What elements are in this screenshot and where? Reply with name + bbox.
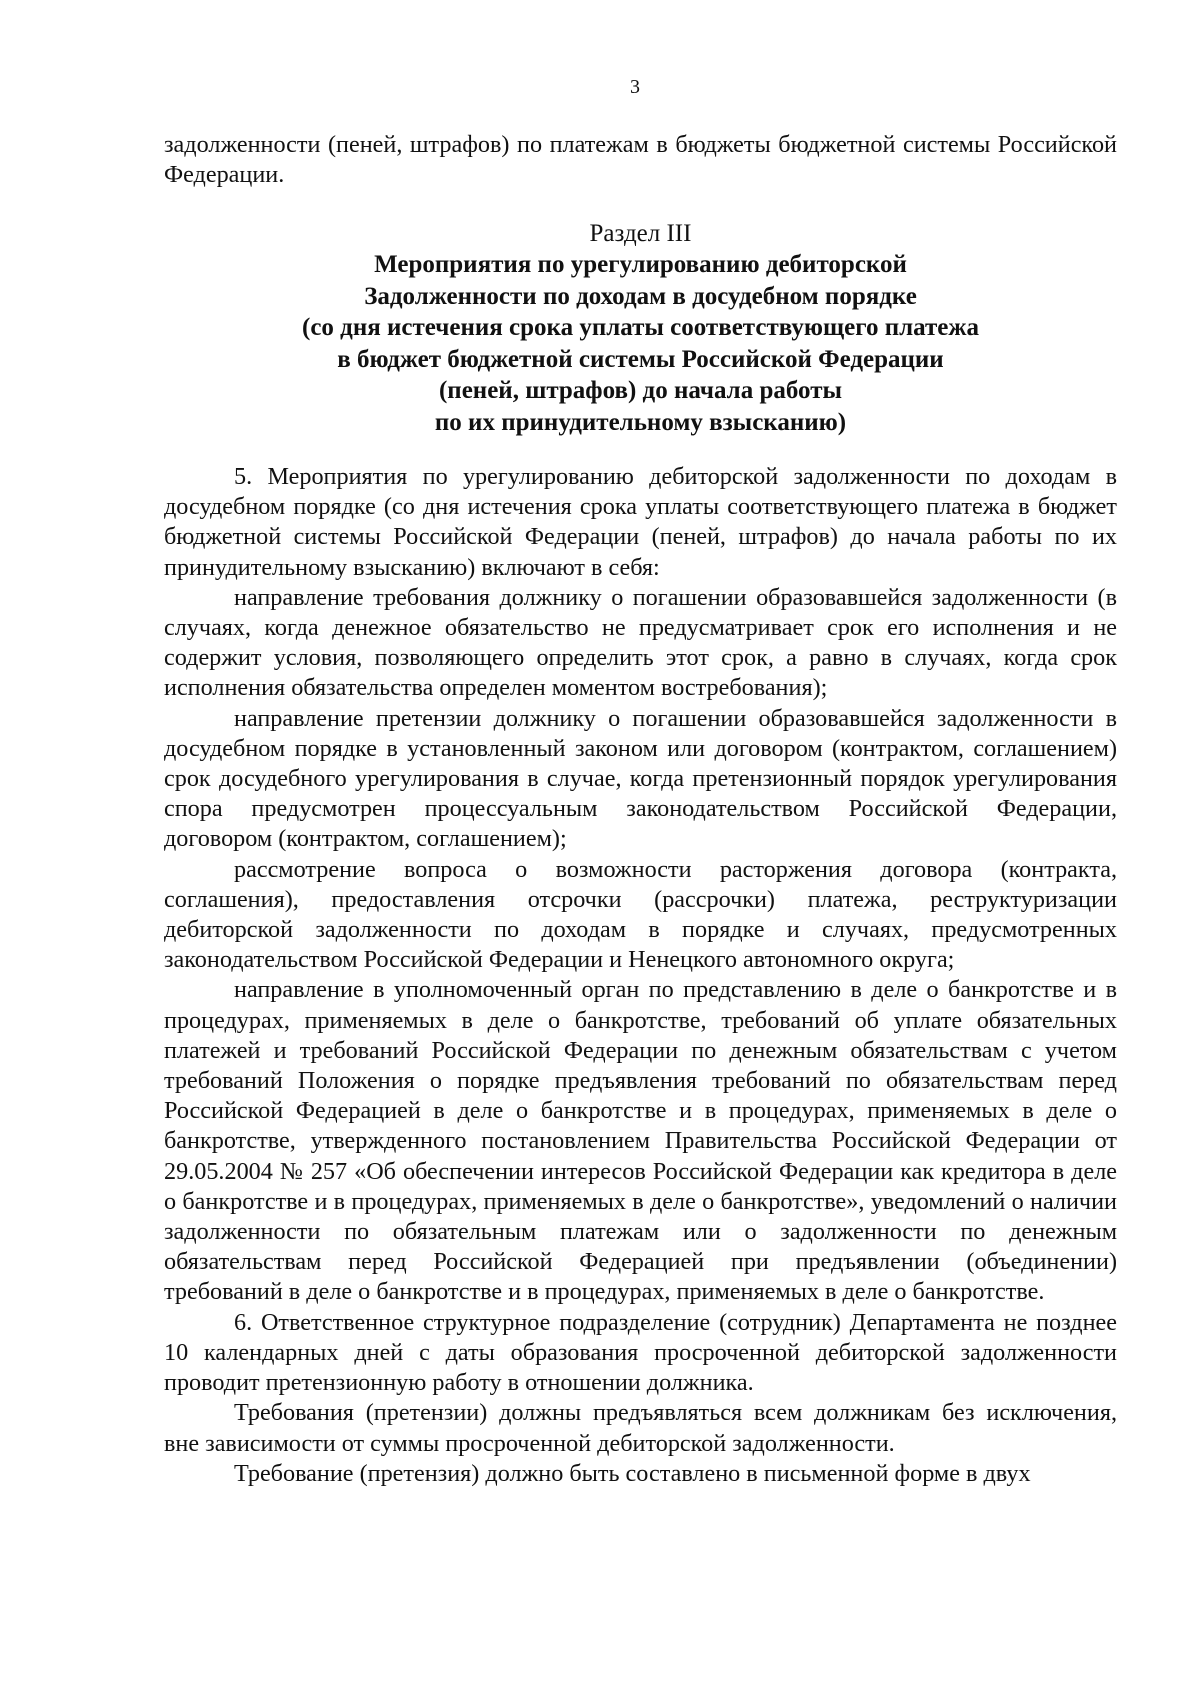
paragraph-termination: рассмотрение вопроса о возможности расторжения договора (контракта, соглашения), предоставления отсрочки (рассрочки) платежа, реструктуризации дебиторской задолженности по доходам в порядке и случаях, предусмотренных законодательством Российской Федерации и Ненецкого автономного округа; — [164, 855, 1117, 974]
section-title-line: по их принудительному взысканию) — [434, 408, 847, 436]
paragraph-claim: направление претензии должнику о погашении образовавшейся задолженности в досудебном порядке в установленный законом или договором (контрактом, соглашением) срок досудебного урегулирования в случае, когда претензионный порядок урегулирования спора предусмотрен процессуальным законодательством Российской Федерации, договором (контрактом, соглашением); — [164, 704, 1117, 853]
section-heading — [164, 218, 1117, 438]
paragraph-written-form: Требование (претензия) должно быть составлено в письменной форме в двух — [234, 1459, 1031, 1487]
section-title-line: Задолженности по доходам в досудебном порядке — [364, 282, 917, 310]
section-label: Раздел III — [589, 220, 692, 247]
paragraph-demands-all: Требования (претензии) должны предъявляться всем должникам без исключения, вне зависимости от суммы просроченной дебиторской задолженности. — [164, 1399, 1117, 1457]
section-title-line: (пеней, штрафов) до начала работы — [438, 377, 842, 404]
page-number: 3 — [630, 76, 640, 98]
section-title-line: Мероприятия по урегулированию дебиторской — [374, 251, 907, 278]
paragraph-5: 5. Мероприятия по урегулированию дебиторской задолженности по доходам в досудебном порядке (со дня истечения срока уплаты соответствующего платежа в бюджет бюджетной системы Российской Федерации (пеней, штрафов) до начала работы по их принудительному взысканию) включают в себя: — [164, 463, 1117, 581]
continuation-text — [164, 130, 1117, 190]
paragraph-6: 6. Ответственное структурное подразделение (сотрудник) Департамента не позднее 10 календарных дней с даты образования просроченной дебиторской задолженности проводит претензионную работу в отношении должника. — [164, 1308, 1117, 1397]
section-title-line: (со дня истечения срока уплаты соответствующего платежа — [302, 314, 979, 341]
section-title-line: в бюджет бюджетной системы Российской Федерации — [337, 345, 944, 373]
section-title — [164, 249, 1117, 438]
paragraph-demand: направление требования должнику о погашении образовавшейся задолженности (в случаях, когда денежное обязательство не предусматривает срок его исполнения и не содержит условия, позволяющего определить этот срок, а равно в случаях, когда срок исполнения обязательства определен моментом востребования); — [164, 583, 1117, 702]
main-text — [164, 462, 1117, 1489]
paragraph-bankruptcy: направление в уполномоченный орган по представлению в деле о банкротстве и в процедурах, применяемых в деле о банкротстве, требований об уплате обязательных платежей и требований Российской Федерации по денежным обязательствам с учетом требований Положения о порядке предъявления требований по обязательствам перед Российской Федерацией в деле о банкротстве и в процедурах, применяемых в деле о банкротстве, утвержденного постановлением Правительства Российской Федерации от 29.05.2004 № 257 «Об обеспечении интересов Российской Федерации как кредитора в деле о банкротстве и в процедурах, применяемых в деле о банкротстве», уведомлений о наличии задолженности по обязательным платежам или о задолженности по денежным обязательствам перед Российской Федерацией при предъявлении (объединении) требований в деле о банкротстве и в процедурах, применяемых в деле о банкротстве. — [164, 976, 1117, 1306]
continuation-paragraph: задолженности (пеней, штрафов) по платежам в бюджеты бюджетной системы Российской Федерации. — [164, 131, 1117, 189]
